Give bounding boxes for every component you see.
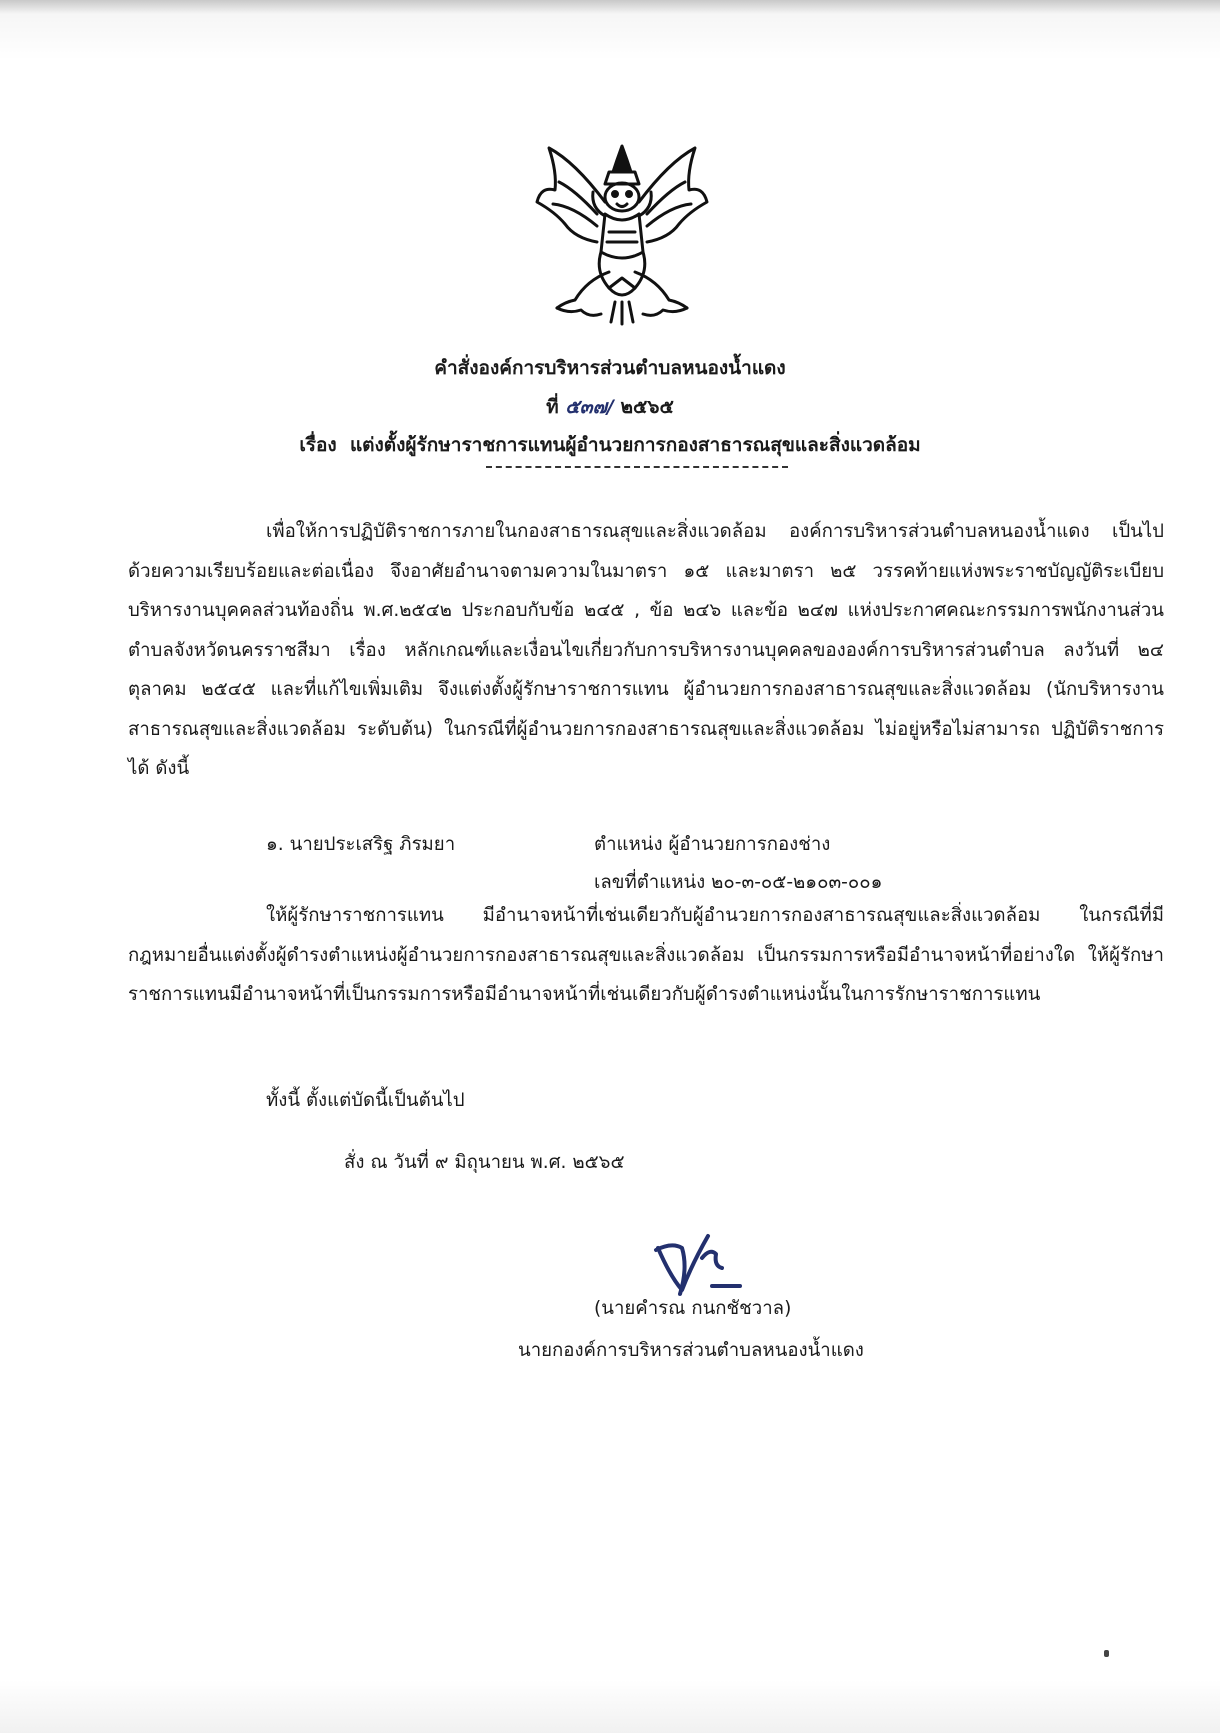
subject-label: เรื่อง	[299, 434, 337, 456]
body-paragraph-1: เพื่อให้การปฏิบัติราชการภายในกองสาธารณสุขและสิ่งแวดล้อม องค์การบริหารส่วนตำบลหนองน้ำแดง เป็นไปด้วยความเรียบร้อยและต่อเนื่อง จึงอาศัยอำนาจตามความในมาตรา ๑๕ และมาตรา ๒๕ วรรคท้ายแห่งพระราชบัญญัติระเบียบบริหารงานบุคคลส่วนท้องถิ่น พ.ศ.๒๕๔๒ ประกอบกับข้อ ๒๔๕ , ข้อ ๒๔๖ และข้อ ๒๔๗ แห่งประกาศคณะกรรมการพนักงานส่วนตำบลจังหวัดนครราชสีมา เรื่อง หลักเกณฑ์และเงื่อนไขเกี่ยวกับการบริหารงานบุคคลขององค์การบริหารส่วนตำบล ลงวันที่ ๒๔ ตุลาคม ๒๕๔๕ และที่แก้ไขเพิ่มเติม จึงแต่งตั้งผู้รักษาราชการแทน ผู้อำนวยการกองสาธารณสุขและสิ่งแวดล้อม (นักบริหารงานสาธารณสุขและสิ่งแวดล้อม ระดับต้น) ในกรณีที่ผู้อำนวยการกองสาธารณสุขและสิ่งแวดล้อม ไม่อยู่หรือไม่สามารถ ปฏิบัติราชการได้ ดังนี้	[128, 521, 1164, 779]
body-paragraph-2: ให้ผู้รักษาราชการแทน มีอำนาจหน้าที่เช่นเดียวกับผู้อำนวยการกองสาธารณสุขและสิ่งแวดล้อม ในกรณีที่มีกฎหมายอื่นแต่งตั้งผู้ดำรงตำแหน่งผู้อำนวยการกองสาธารณสุขและสิ่งแวดล้อม เป็นกรรมการหรือมีอำนาจหน้าที่อย่างใด ให้ผู้รักษาราชการแทนมีอำนาจหน้าที่เป็นกรรมการหรือมีอำนาจหน้าที่เช่นเดียวกับผู้ดำรงตำแหน่งนั้นในการรักษาราชการแทน	[128, 905, 1164, 1005]
appointee-position-number: เลขที่ตำแหน่ง ๒๐-๓-๐๕-๒๑๐๓-๐๐๑	[594, 872, 883, 893]
signer-title: นายกองค์การบริหารส่วนตำบลหนองน้ำแดง	[518, 1340, 864, 1361]
effective-statement: ทั้งนี้ ตั้งแต่บัดนี้เป็นต้นไป	[266, 1090, 465, 1111]
appointee-name: ๑. นายประเสริฐ ภิรมยา	[266, 834, 456, 855]
garuda-emblem-icon	[535, 142, 710, 327]
order-date: สั่ง ณ วันที่ ๙ มิถุนายน พ.ศ. ๒๕๖๕	[344, 1152, 625, 1173]
handwritten-signature	[652, 1228, 744, 1300]
scan-top-edge	[0, 0, 1220, 14]
order-number-handwritten: ๕๓๗/	[565, 396, 614, 418]
appointee-position: ตำแหน่ง ผู้อำนวยการกองช่าง	[594, 834, 831, 855]
order-subject	[0, 430, 1220, 460]
order-number-prefix: ที่	[546, 396, 559, 418]
signer-name: (นายคำรณ กนกชัชวาล)	[594, 1298, 792, 1319]
order-number-year: ๒๕๖๕	[620, 396, 674, 418]
order-number	[0, 392, 1220, 422]
order-heading: คำสั่งองค์การบริหารส่วนตำบลหนองน้ำแดง	[434, 357, 786, 379]
scan-speck	[1104, 1650, 1109, 1657]
heading-separator	[486, 466, 788, 468]
subject-text: แต่งตั้งผู้รักษาราชการแทนผู้อำนวยการกองสาธารณสุขและสิ่งแวดล้อม	[349, 434, 921, 456]
